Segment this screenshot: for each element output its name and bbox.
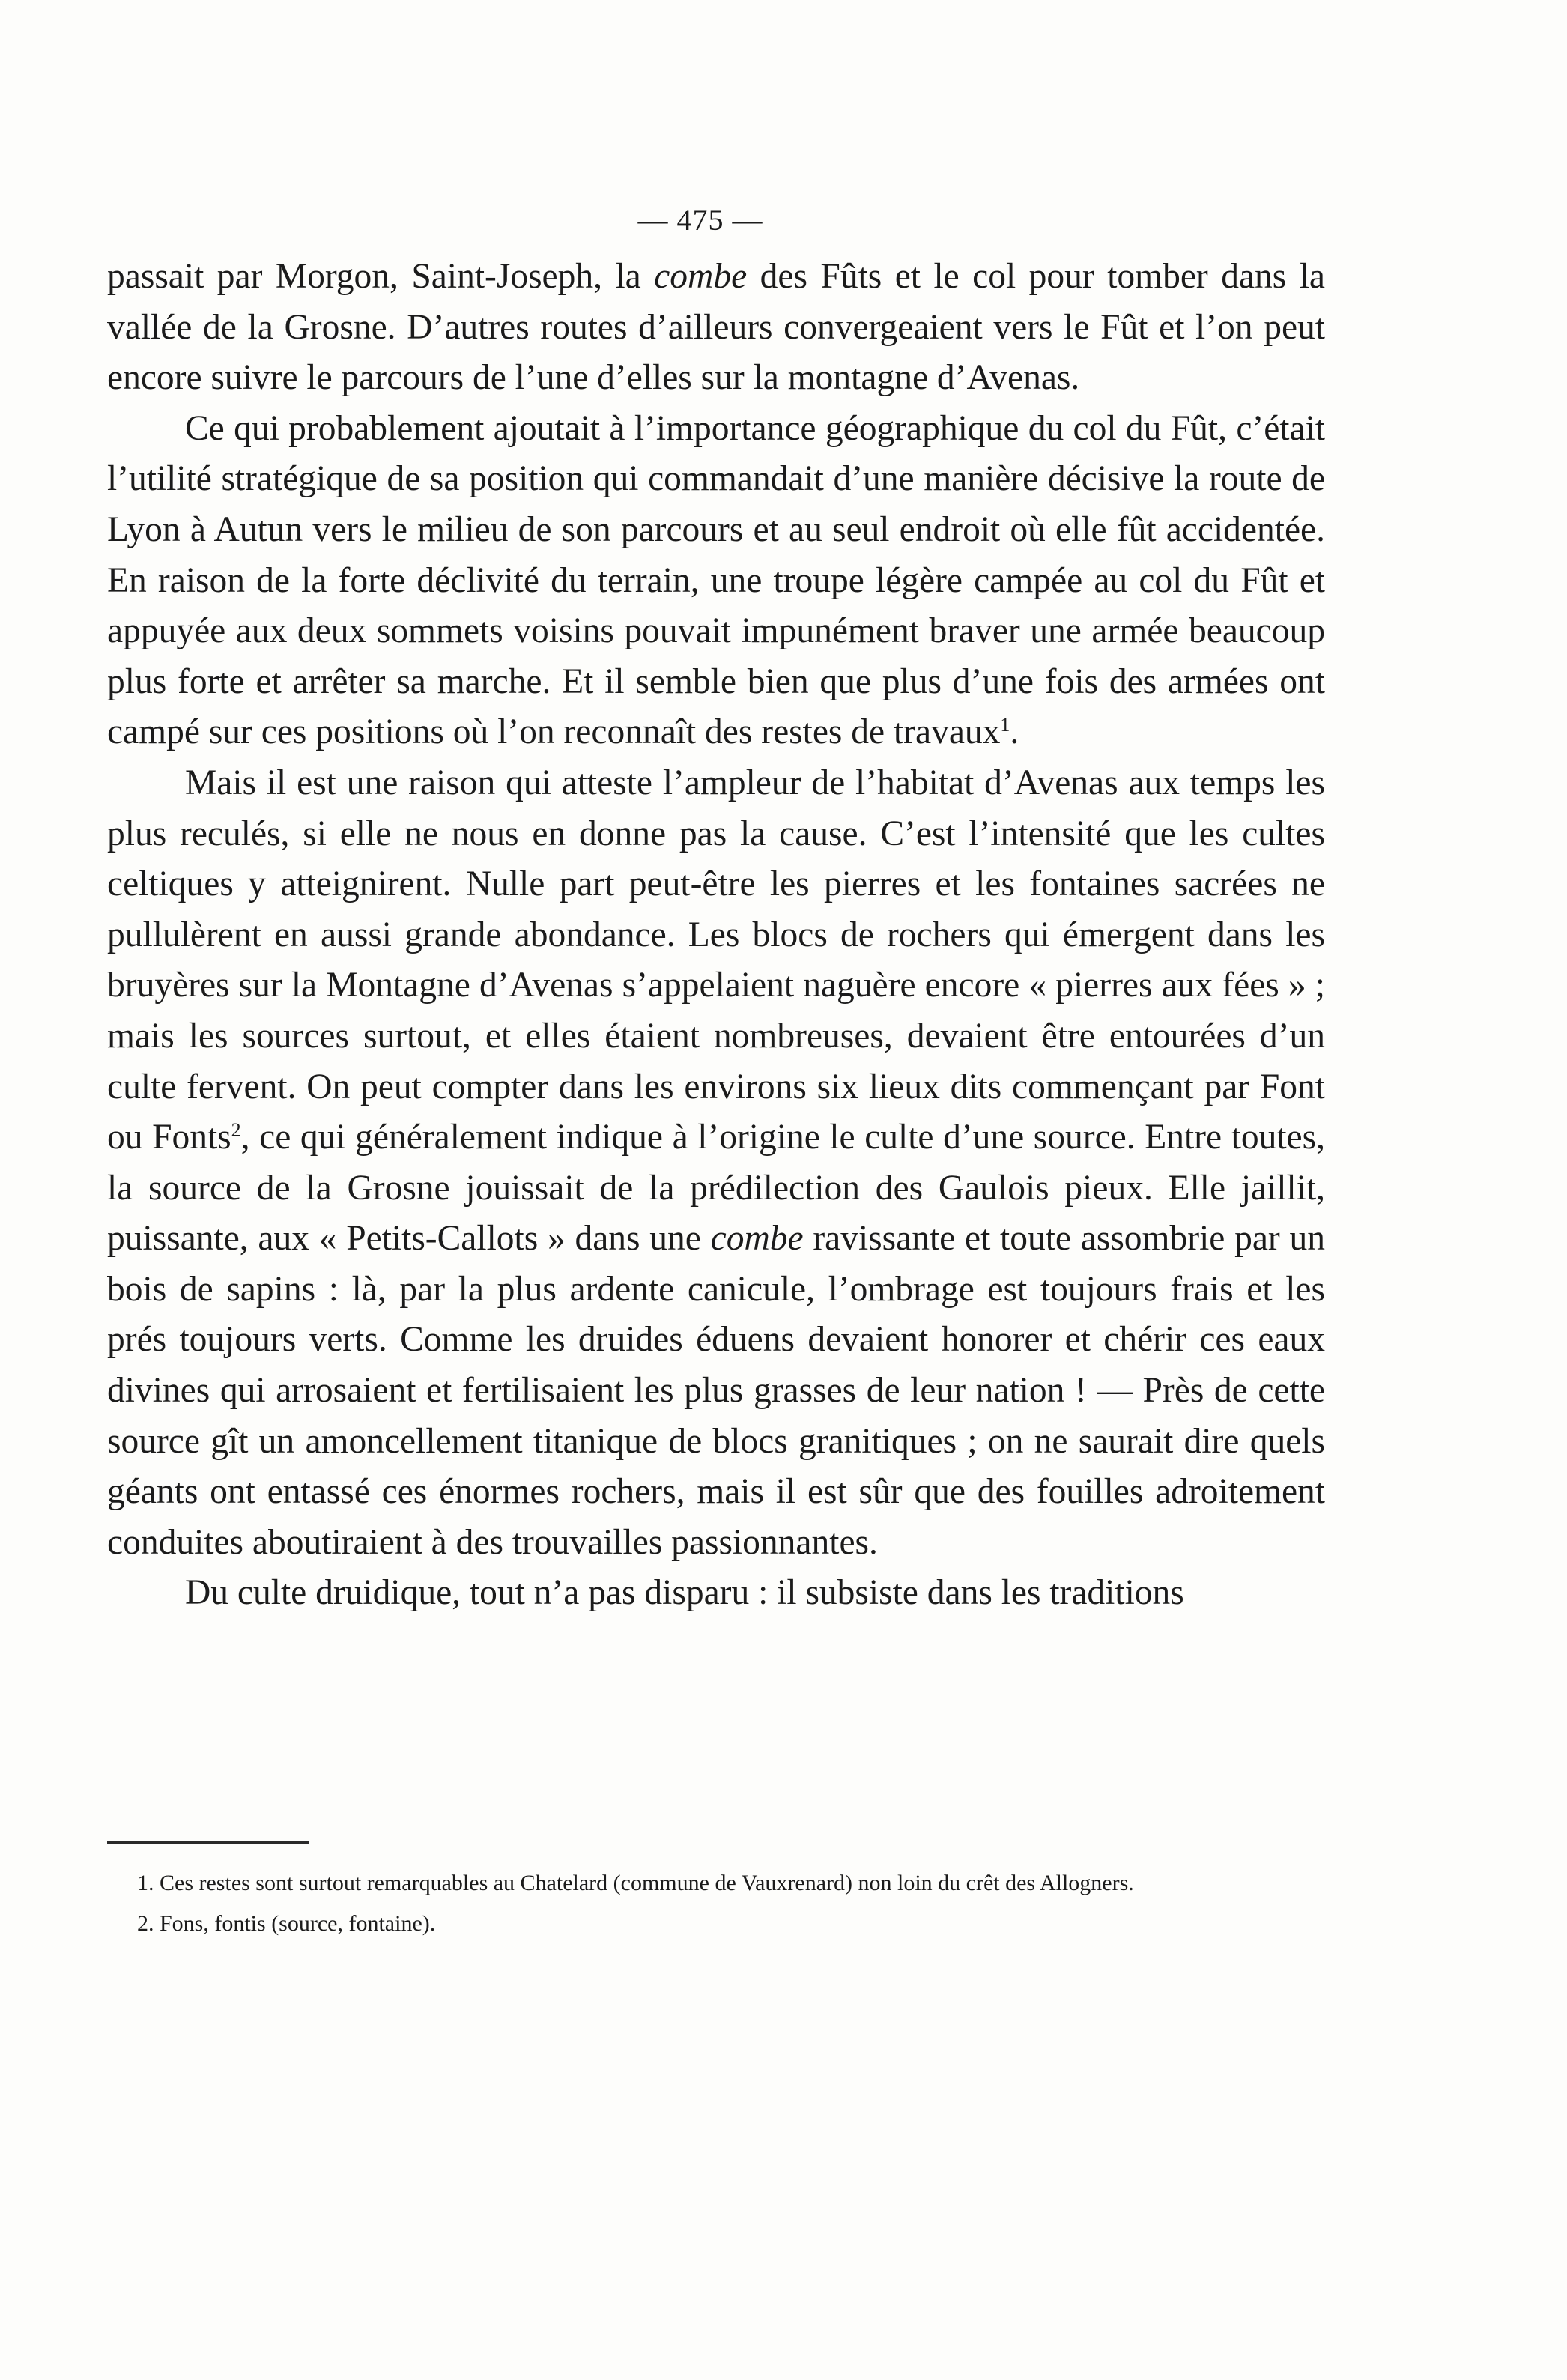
text-run: des Fûts et le col pour tomber dans la vallée de la Grosne. D’autres routes d’ailleurs convergeaient vers le Fût et l’on peut encore suivre le parcours de l’une d’elles sur la montagne d’Avenas. — [107, 257, 1325, 398]
footnote-text: Ces restes sont surtout remarquables au Chatelard (commune de Vauxrenard) non loin du crêt des Allogners. — [160, 1871, 1134, 1895]
footnote-divider — [107, 1841, 309, 1844]
footnotes — [107, 1867, 1325, 1940]
page-number: — 475 — — [637, 203, 763, 237]
text-run: . — [1010, 712, 1019, 752]
text-run: ravissante et toute assombrie par un bois de sapins : là, par la plus ardente canicule, l’ombrage est toujours frais et les prés toujours verts. Comme les druides éduens devaient honorer et chérir ces eaux divines qui arrosaient et fertilisaient les plus grasses de leur nation ! — Près de cette source gît un amoncellement titanique de blocs granitiques ; on ne saurait dire quels géants ont entassé ces énormes rochers, mais il est sûr que des fouilles adroitement conduites aboutiraient à des trouvailles passionnantes. — [107, 1219, 1325, 1562]
footnote-number: 1. — [137, 1871, 154, 1895]
text-run: passait par Morgon, Saint-Joseph, la — [107, 257, 655, 296]
footnote-ref: 2 — [231, 1119, 241, 1142]
footnote-text: Fons, fontis (source, fontaine). — [160, 1911, 436, 1936]
footnote-ref: 1 — [1000, 714, 1010, 736]
text-run: Ce qui probablement ajoutait à l’importance géographique du col du Fût, c’était l’utilité stratégique de sa position qui commandait d’une manière décisive la route de Lyon à Autun vers le milieu de son parcours et au seul endroit où elle fût accidentée. En raison de la forte déclivité du terrain, une troupe légère campée au col du Fût et appuyée aux deux sommets voisins pouvait impunément braver une armée beaucoup plus forte et arrêter sa marche. Et il semble bien que plus d’une fois des armées ont campé sur ces positions où l’on reconnaît des restes de travaux — [107, 408, 1325, 752]
text-run: Du culte druidique, tout n’a pas disparu : il subsiste dans les traditions — [185, 1573, 1184, 1613]
italic-term: combe — [654, 257, 748, 296]
paragraph — [107, 758, 1325, 1569]
footnote-number: 2. — [137, 1911, 154, 1936]
paragraph — [107, 252, 1325, 404]
italic-term: combe — [710, 1219, 804, 1259]
paragraph — [107, 1568, 1325, 1619]
body-text — [107, 252, 1325, 1619]
text-run: , ce qui généralement indique à l’origine le culte d’une source. Entre toutes, la source de la Grosne jouissait de la prédilection des Gaulois pieux. Elle jaillit, puissante, aux « Petits-Callots » dans une — [107, 1118, 1325, 1259]
paragraph — [107, 404, 1325, 758]
footnote — [107, 1907, 1325, 1940]
text-run: Mais il est une raison qui atteste l’ampleur de l’habitat d’Avenas aux temps les plus reculés, si elle ne nous en donne pas la cause. C’est l’intensité que les cultes celtiques y atteignirent. Nulle part peut-être les pierres et les fontaines sacrées ne pullulèrent en aussi grande abondance. Les blocs de rochers qui émergent dans les bruyères sur la Montagne d’Avenas s’appelaient naguère encore « pierres aux fées » ; mais les sources surtout, et elles étaient nombreuses, devaient être entourées d’un culte fervent. On peut compter dans les environs six lieux dits commençant par Font ou Fonts — [107, 763, 1325, 1157]
footnote — [107, 1867, 1325, 1900]
